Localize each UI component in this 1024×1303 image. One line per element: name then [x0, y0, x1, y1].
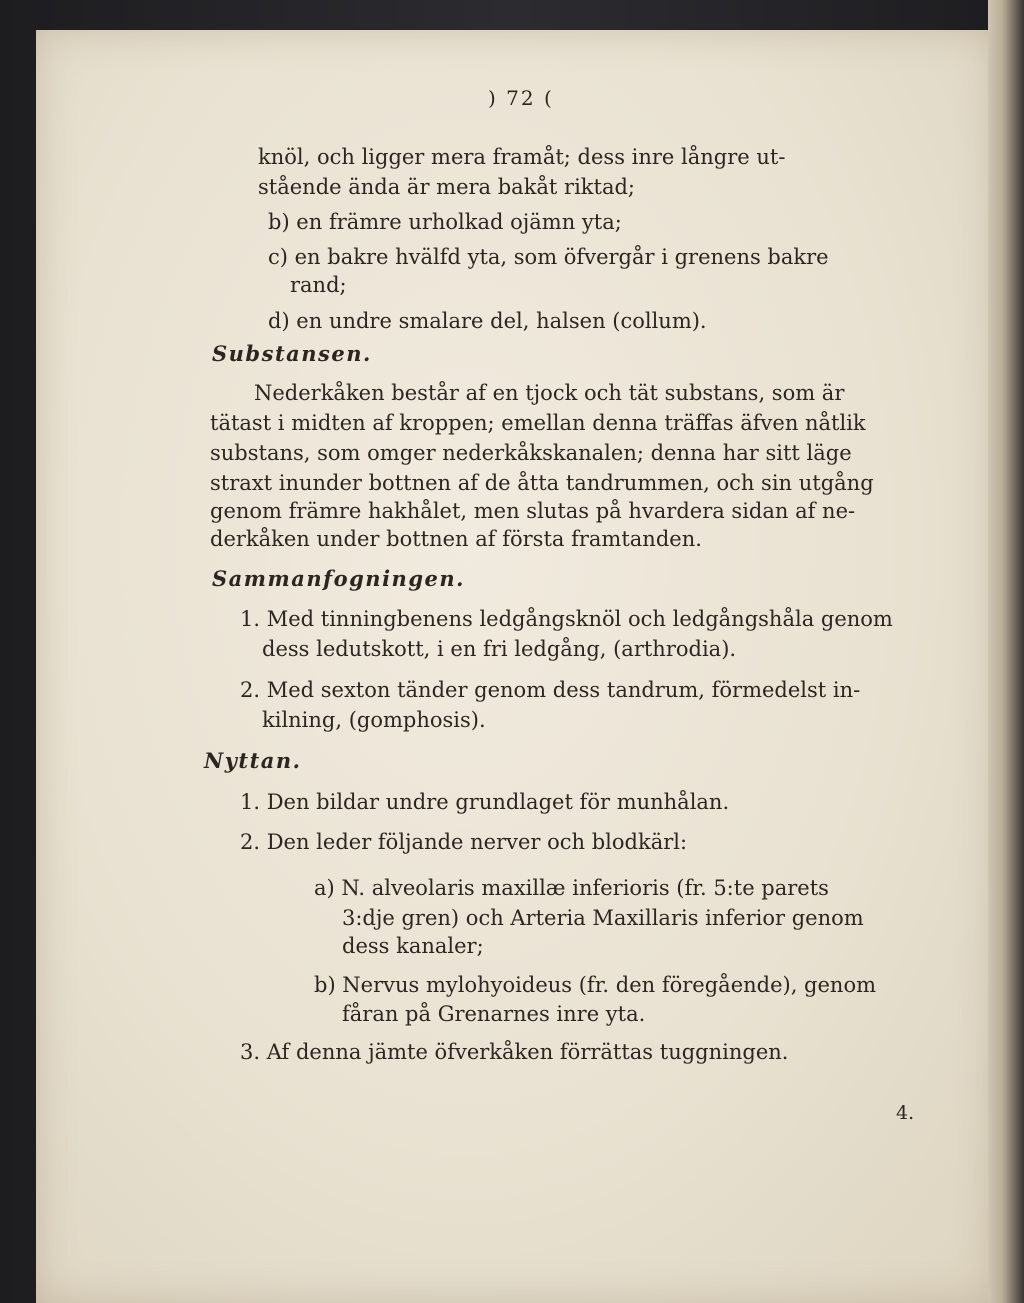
text-line: dess kanaler; — [342, 934, 484, 958]
text-line: fåran på Grenarnes inre yta. — [342, 1002, 646, 1026]
text-line: 1. Med tinningbenens ledgångsknöl och ledgångshåla genom — [240, 607, 893, 631]
text-line: 2. Den leder följande nerver och blodkärl: — [240, 830, 688, 854]
page-header: ) 72 ( — [488, 86, 554, 110]
text-line: derkåken under bottnen af första framtanden. — [210, 527, 702, 551]
text-line: b) en främre urholkad ojämn yta; — [268, 210, 622, 234]
text-line: substans, som omger nederkåkskanalen; denna har sitt läge — [210, 441, 852, 465]
text-line: tätast i midten af kroppen; emellan denna träffas äfven nåtlik — [210, 411, 866, 435]
section-heading-sammanfogningen: Sammanfogningen. — [212, 566, 465, 591]
section-heading-substansen: Substansen. — [212, 341, 372, 366]
section-heading-nyttan: Nyttan. — [204, 748, 302, 773]
catchword: 4. — [896, 1102, 915, 1124]
text-line: straxt inunder bottnen af de åtta tandrummen, och sin utgång — [210, 471, 874, 495]
page-gutter-edge — [988, 0, 1024, 1303]
text-line: dess ledutskott, i en fri ledgång, (arthrodia). — [262, 637, 737, 661]
text-line: kilning, (gomphosis). — [262, 708, 486, 732]
text-line: 3:dje gren) och Arteria Maxillaris inferior genom — [342, 906, 864, 930]
text-line: 2. Med sexton tänder genom dess tandrum, förmedelst in- — [240, 678, 861, 702]
text-line: b) Nervus mylohyoideus (fr. den föregående), genom — [314, 973, 877, 997]
text-line: 1. Den bildar undre grundlaget för munhålan. — [240, 790, 730, 814]
text-line: stående ända är mera bakåt riktad; — [258, 175, 636, 199]
text-line: genom främre hakhålet, men slutas på hvardera sidan af ne- — [210, 499, 856, 523]
text-line: c) en bakre hvälfd yta, som öfvergår i grenens bakre — [268, 245, 829, 269]
text-line: 3. Af denna jämte öfverkåken förrättas tuggningen. — [240, 1040, 789, 1064]
text-line: rand; — [290, 273, 347, 297]
text-line: knöl, och ligger mera framåt; dess inre långre ut- — [258, 145, 786, 169]
text-line: Nederkåken består af en tjock och tät substans, som är — [254, 381, 845, 405]
text-line: a) N. alveolaris maxillæ inferioris (fr. 5:te parets — [314, 876, 829, 900]
text-line: d) en undre smalare del, halsen (collum). — [268, 309, 707, 333]
